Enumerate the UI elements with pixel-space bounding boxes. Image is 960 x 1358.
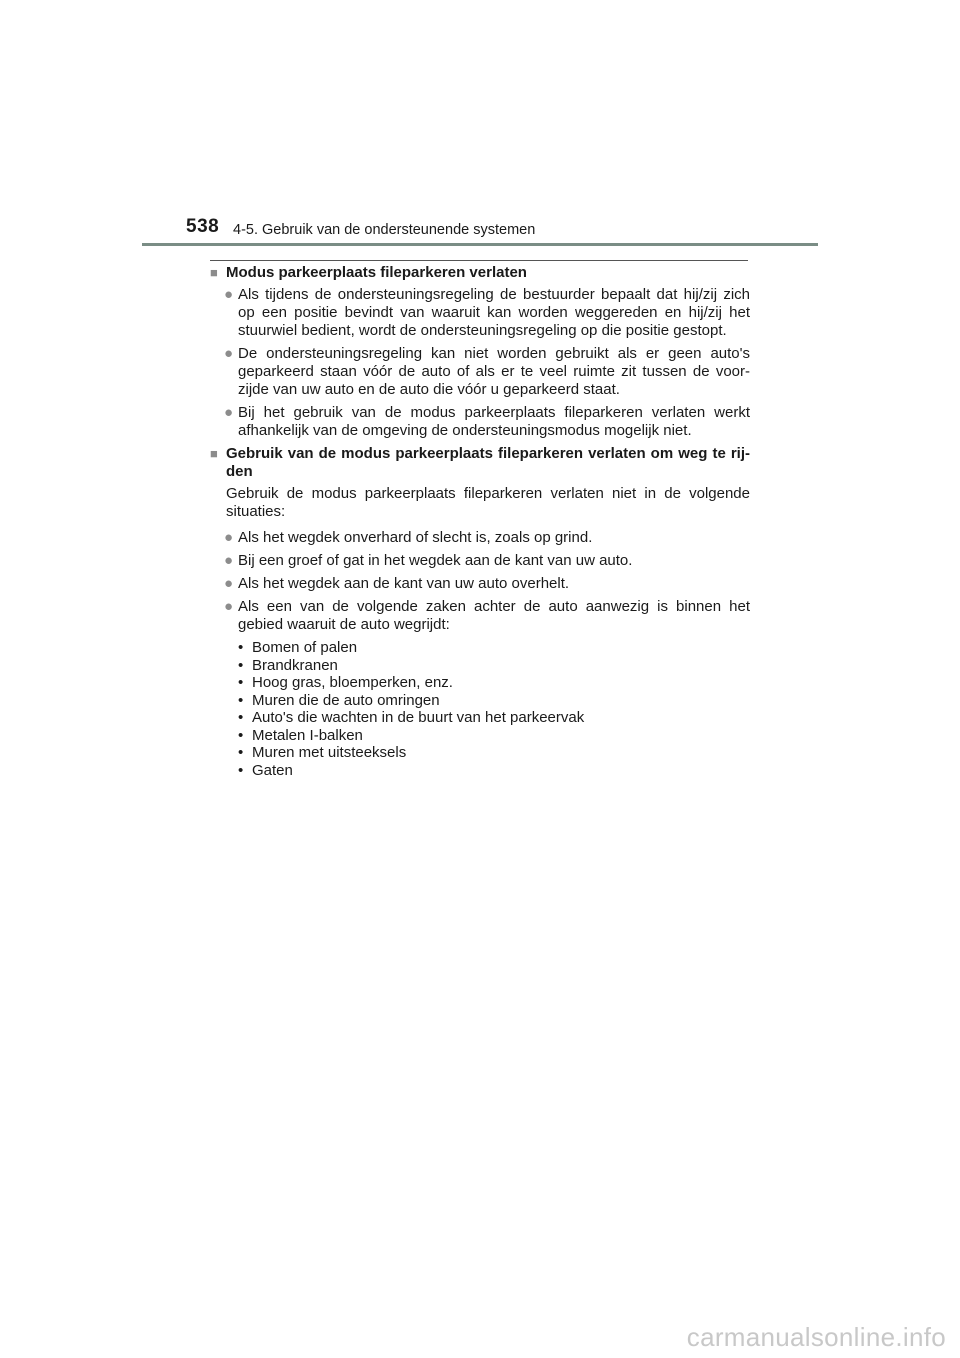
circle-bullet-icon: ● [224, 529, 234, 546]
header-rule [142, 243, 818, 246]
list-item [210, 552, 750, 570]
list-item [210, 598, 750, 634]
obstacle-item [238, 744, 750, 762]
obstacle-item [238, 709, 750, 727]
obstacle-item [238, 674, 750, 692]
page-number: 538 [186, 216, 220, 237]
obstacle-item [238, 657, 750, 675]
dot-bullet-icon: • [238, 691, 244, 709]
list-item [210, 575, 750, 593]
circle-bullet-icon: ● [224, 575, 234, 592]
obstacle-item-text: Muren met uitsteeksels [252, 744, 407, 761]
circle-bullet-icon: ● [224, 552, 234, 569]
obstacle-item [238, 762, 750, 780]
circle-bullet-icon: ● [224, 345, 234, 362]
list-item-text: Bij het gebruik van de modus parkeerplaats fileparkeren verlaten werkt afhankelijk van de omgeving de ondersteuningsmodus mogelijk niet. [238, 404, 750, 439]
dot-bullet-icon: • [238, 761, 244, 779]
list-item-text: Als tijdens de ondersteuningsregeling de bestuurder bepaalt dat hij/zij zich op een positie bevindt van waaruit kan worden weggereden en hij/zij het stuurwiel bedient, wordt de ondersteuningsregeling op die positie gestopt. [238, 286, 750, 339]
obstacle-item-text: Muren die de auto omringen [252, 691, 440, 709]
square-marker-icon: ■ [210, 446, 218, 461]
obstacle-list [238, 639, 750, 779]
circle-bullet-icon: ● [224, 286, 234, 303]
dot-bullet-icon: • [238, 709, 244, 726]
dot-bullet-icon: • [238, 744, 244, 761]
content-top-rule [210, 260, 748, 261]
list-item-text: Als het wegdek aan de kant van uw auto overhelt. [238, 575, 570, 592]
section-heading-text: Modus parkeerplaats fileparkeren verlaten [226, 264, 527, 281]
dot-bullet-icon: • [238, 639, 244, 656]
section-heading-text: Gebruik van de modus parkeerplaats fileparkeren verlaten om weg te rij-den [226, 445, 750, 480]
page-content [210, 264, 750, 779]
square-marker-icon: ■ [210, 265, 218, 280]
list-item [210, 286, 750, 340]
list-item [210, 345, 750, 399]
list-item-text: De ondersteuningsregeling kan niet worden gebruikt als er geen auto's geparkeerd staan vóór de auto of als er te veel ruimte zit tussen de voor-zijde van uw auto en de auto die vóór u geparkeerd staat. [238, 345, 750, 398]
obstacle-item [238, 692, 750, 710]
obstacle-item [238, 727, 750, 745]
section-intro: Gebruik de modus parkeerplaats fileparkeren verlaten niet in de volgende situaties: [226, 485, 750, 520]
watermark: carmanualsonline.info [686, 1322, 946, 1352]
dot-bullet-icon: • [238, 656, 244, 674]
circle-bullet-icon: ● [224, 404, 234, 421]
obstacle-item-text: Hoog gras, bloemperken, enz. [252, 674, 453, 691]
circle-bullet-icon: ● [224, 598, 234, 615]
section-heading-drive-away [210, 445, 750, 481]
obstacle-item-text: Metalen I-balken [252, 726, 363, 744]
list-item [210, 529, 750, 547]
section-title: 4-5. Gebruik van de ondersteunende systemen [233, 222, 536, 238]
list-item-text: Bij een groef of gat in het wegdek aan de kant van uw auto. [238, 552, 633, 569]
obstacle-item [238, 639, 750, 657]
section-heading-leave-parking [210, 264, 750, 282]
list-item-text: Als het wegdek onverhard of slecht is, zoals op grind. [238, 529, 593, 546]
list-item-text: Als een van de volgende zaken achter de auto aanwezig is binnen het gebied waaruit de auto wegrijdt: [238, 598, 750, 633]
obstacle-item-text: Brandkranen [252, 656, 338, 674]
dot-bullet-icon: • [238, 726, 244, 744]
dot-bullet-icon: • [238, 674, 244, 691]
obstacle-item-text: Auto's die wachten in de buurt van het parkeervak [252, 709, 585, 726]
list-item [210, 404, 750, 440]
obstacle-item-text: Bomen of palen [252, 639, 358, 656]
obstacle-item-text: Gaten [252, 761, 293, 779]
